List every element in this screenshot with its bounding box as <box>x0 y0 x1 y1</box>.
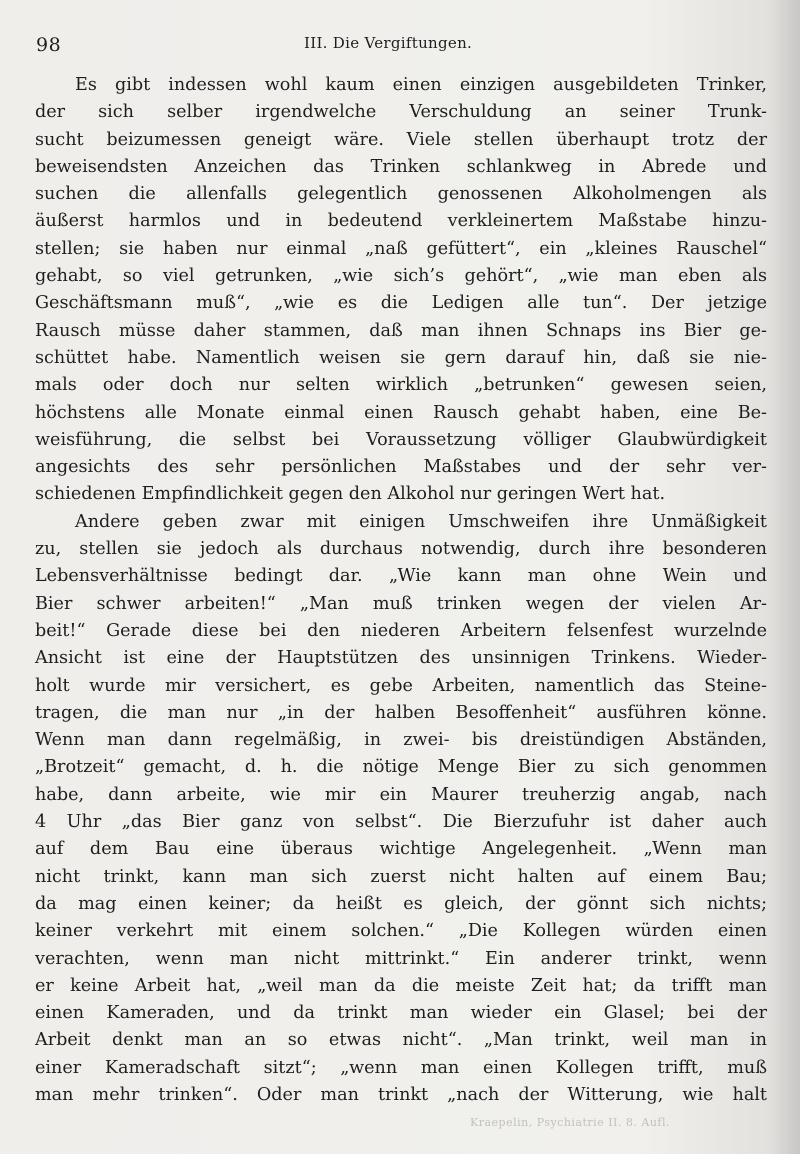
text-line: holt wurde mir versichert, es gebe Arbeiten, namentlich das Steine- <box>35 675 767 696</box>
text-line: stellen; sie haben nur einmal „naß gefüttert“, ein „kleines Rauschel“ <box>35 238 767 259</box>
text-line: nicht trinkt, kann man sich zuerst nicht halten auf einem Bau; <box>35 866 767 887</box>
text-line: 4 Uhr „das Bier ganz von selbst“. Die Bierzufuhr ist daher auch <box>35 812 767 833</box>
text-line: Bier schwer arbeiten!“ „Man muß trinken wegen der vielen Ar- <box>35 593 767 614</box>
text-line: einer Kameradschaft sitzt“; „wenn man einen Kollegen trifft, muß <box>35 1057 767 1078</box>
page-number: 98 <box>36 34 62 56</box>
text-line: beit!“ Gerade diese bei den niederen Arbeitern felsenfest wurzelnde <box>35 620 767 641</box>
text-line: da mag einen keiner; da heißt es gleich, der gönnt sich nichts; <box>35 893 767 914</box>
text-line: Geschäftsmann muß“, „wie es die Ledigen alle tun“. Der jetzige <box>35 293 767 314</box>
bleed-through-text: Kraepelin, Psychiatrie II. 8. Aufl. <box>470 1116 670 1129</box>
text-line: beweisendsten Anzeichen das Trinken schlankweg in Abrede und <box>35 156 767 177</box>
text-line: er keine Arbeit hat, „weil man da die meiste Zeit hat; da trifft man <box>35 975 767 996</box>
text-line: suchen die allenfalls gelegentlich genossenen Alkoholmengen als <box>35 184 767 205</box>
text-line: man mehr trinken“. Oder man trinkt „nach der Witterung, wie halt <box>35 1084 767 1105</box>
text-line: „Brotzeit“ gemacht, d. h. die nötige Menge Bier zu sich genommen <box>35 757 767 778</box>
text-line: einen Kameraden, und da trinkt man wieder ein Glasel; bei der <box>35 1003 767 1024</box>
text-line: Lebensverhältnisse bedingt dar. „Wie kann man ohne Wein und <box>35 566 767 587</box>
text-line: äußerst harmlos und in bedeutend verkleinertem Maßstabe hinzu- <box>35 211 767 232</box>
page-header <box>36 32 760 56</box>
text-line: verachten, wenn man nicht mittrinkt.“ Ein anderer trinkt, wenn <box>35 948 767 969</box>
text-line: gehabt, so viel getrunken, „wie sich’s gehört“, „wie man eben als <box>35 266 767 287</box>
text-line: Wenn man dann regelmäßig, in zwei- bis dreistündigen Abständen, <box>35 730 767 751</box>
text-line: sucht beizumessen geneigt wäre. Viele stellen überhaupt trotz der <box>35 129 767 150</box>
text-line: höchstens alle Monate einmal einen Rausch gehabt haben, eine Be- <box>35 402 767 423</box>
text-line: mals oder doch nur selten wirklich „betrunken“ gewesen seien, <box>35 375 767 396</box>
running-head: III. Die Vergiftungen. <box>304 34 473 52</box>
text-line: Arbeit denkt man an so etwas nicht“. „Man trinkt, weil man in <box>35 1030 767 1051</box>
text-line: habe, dann arbeite, wie mir ein Maurer treuherzig angab, nach <box>35 784 767 805</box>
text-line: Andere geben zwar mit einigen Umschweifen ihre Unmäßigkeit <box>75 511 767 532</box>
text-line: der sich selber irgendwelche Verschuldung an seiner Trunk- <box>35 102 767 123</box>
text-line: Es gibt indessen wohl kaum einen einzigen ausgebildeten Trinker, <box>75 75 767 95</box>
text-line: keiner verkehrt mit einem solchen.“ „Die Kollegen würden einen <box>35 921 767 942</box>
text-line: schüttet habe. Namentlich weisen sie gern darauf hin, daß sie nie- <box>35 347 767 368</box>
text-line: schiedenen Empfindlichkeit gegen den Alkohol nur geringen Wert hat. <box>35 484 666 505</box>
text-line: Ansicht ist eine der Hauptstützen des unsinnigen Trinkens. Wieder- <box>35 648 767 669</box>
text-line: weisführung, die selbst bei Voraussetzung völliger Glaubwürdigkeit <box>35 429 767 450</box>
text-line: Rausch müsse daher stammen, daß man ihnen Schnaps ins Bier ge- <box>35 320 767 341</box>
body-text <box>35 72 767 1109</box>
text-line: tragen, die man nur „in der halben Besoffenheit“ ausführen könne. <box>35 702 767 723</box>
text-line: zu, stellen sie jedoch als durchaus notwendig, durch ihre besonderen <box>35 539 767 560</box>
text-line: auf dem Bau eine überaus wichtige Angelegenheit. „Wenn man <box>35 839 767 860</box>
text-line: angesichts des sehr persönlichen Maßstabes und der sehr ver- <box>35 457 767 478</box>
